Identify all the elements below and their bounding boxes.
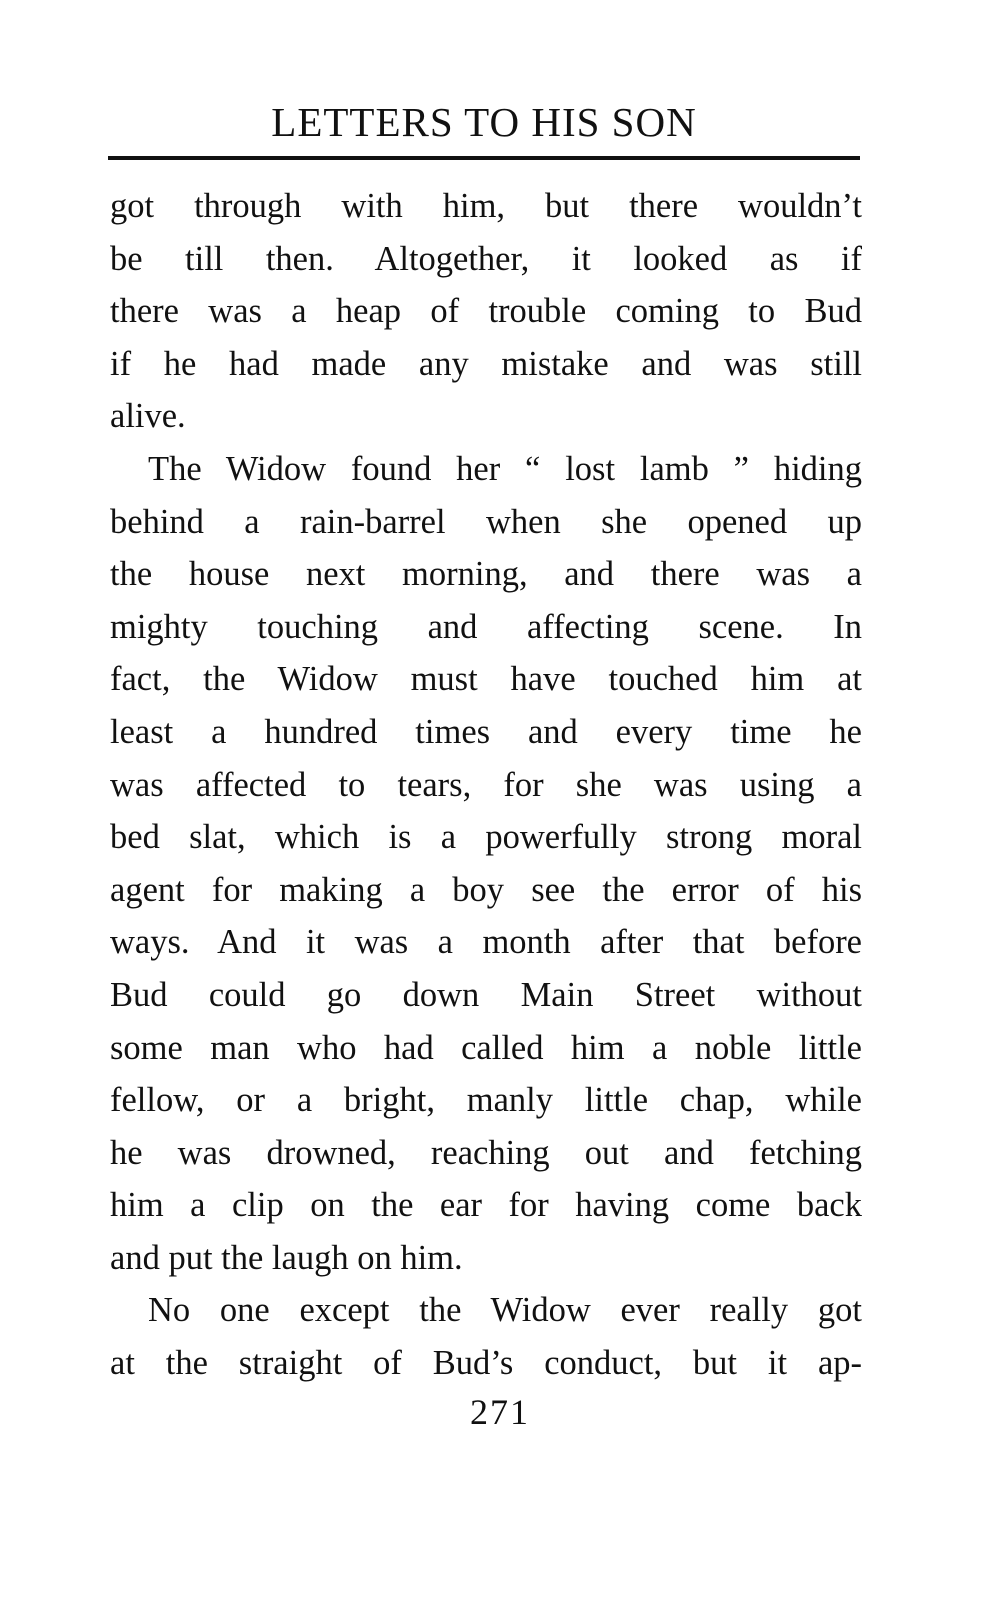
body-text (110, 180, 862, 1390)
text-line: if he had made any mistake and was still (110, 344, 862, 383)
text-line: there was a heap of trouble coming to Bud (110, 292, 862, 331)
paragraph (110, 180, 862, 443)
running-head: LETTERS TO HIS SON (271, 99, 697, 145)
text-line: Bud could go down Main Street without (110, 975, 862, 1014)
text-line: was affected to tears, for she was using a (110, 765, 862, 804)
paragraph (110, 443, 862, 1285)
text-line: bed slat, which is a powerfully strong moral (110, 818, 862, 857)
text-line: least a hundred times and every time he (110, 712, 862, 751)
paragraph (110, 1284, 862, 1389)
text-line: he was drowned, reaching out and fetching (110, 1133, 862, 1172)
text-line: be till then. Altogether, it looked as if (110, 239, 862, 278)
text-line: agent for making a boy see the error of his (110, 870, 862, 909)
text-line: The Widow found her “ lost lamb ” hiding (148, 449, 862, 488)
text-line: the house next morning, and there was a (110, 555, 862, 594)
text-line: got through with him, but there wouldn’t (110, 187, 862, 225)
text-line: alive. (110, 397, 186, 436)
page-number: 271 (470, 1392, 530, 1432)
text-line: fellow, or a bright, manly little chap, while (110, 1081, 862, 1120)
text-line: some man who had called him a noble little (110, 1028, 862, 1067)
header-rule (108, 156, 860, 160)
text-line: him a clip on the ear for having come back (110, 1186, 862, 1225)
text-line: and put the laugh on him. (110, 1238, 463, 1277)
text-line: ways. And it was a month after that before (110, 923, 862, 962)
text-line: No one except the Widow ever really got (148, 1291, 862, 1330)
text-line: mighty touching and affecting scene. In (110, 607, 862, 646)
text-line: behind a rain-barrel when she opened up (110, 502, 862, 541)
text-line: at the straight of Bud’s conduct, but it ap- (110, 1344, 862, 1383)
text-line: fact, the Widow must have touched him at (110, 660, 862, 699)
